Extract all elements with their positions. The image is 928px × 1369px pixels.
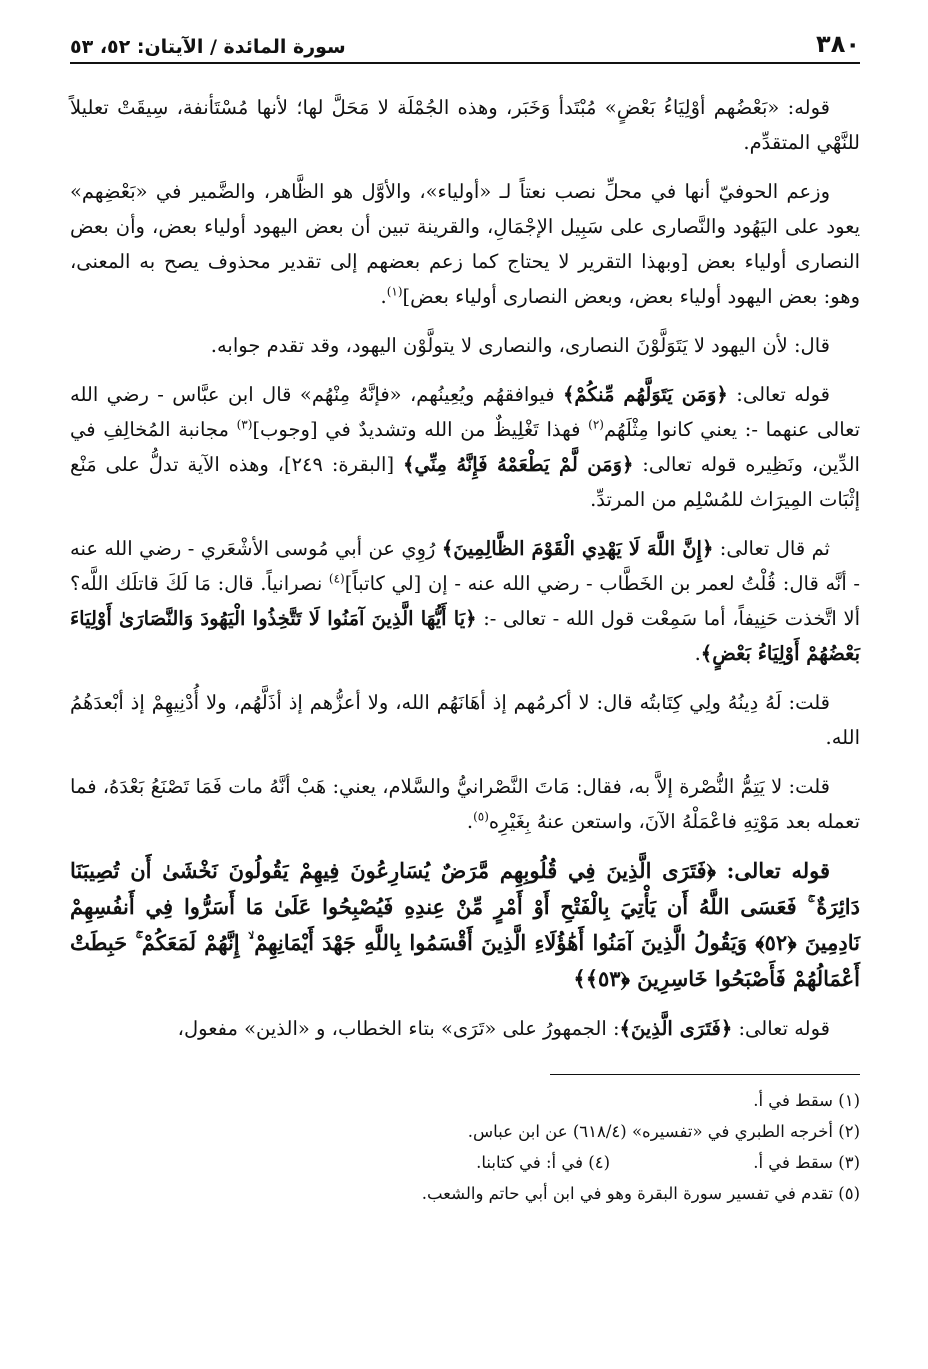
paragraph [70, 1011, 860, 1046]
paragraph [70, 685, 860, 755]
text-run: فهذا تَغْلِيظٌ من الله وتشديدٌ في [وجوب] [252, 418, 589, 441]
text-run: : الجمهورُ على «تَرَى» بتاء الخطاب، و «الذين» مفعول، [177, 1017, 620, 1040]
paragraph [70, 769, 860, 839]
text-run: فيوافقهُم ويُعِينُهم، «فإنَّهُ مِنْهُم» قال ابن عبَّاس - رضي الله تعالى عنهما -: يعني كانوا مِثْلَهُم [70, 383, 860, 441]
footnote-separator [550, 1074, 860, 1075]
text-run: رُوِي عن أبي مُوسى الأشْعَري - رضي الله عنه - أنَّه قال: قُلْتُ لعمر بن الخَطَّاب - رضي الله عنه - إن [لي كاتباً] [70, 537, 860, 595]
text-run: نصرانياً. قال: مَا لَكَ قاتلَك اللَّه؟ ألا اتَّخذت حَنِيفاً، أما سَمِعْت قول الله - تعالى -: [70, 572, 860, 630]
footnote-ref: (٢) [588, 417, 604, 432]
quran-verse-paragraph [70, 853, 860, 997]
paragraph [70, 377, 860, 517]
text-run: قوله: «بَعْضُهم أوْلِيَاءُ بَعْضٍ» مُبْتَدأ وَخَبَر، وهذه الجُمْلَة لا مَحَلَّ لها؛ لأنها مُسْتَأنفة، سِيقَتْ تعليلاً للنَّهْي المتقدِّم. [70, 96, 860, 154]
footnote-ref: (٣) [236, 417, 253, 432]
text-run: . [466, 810, 474, 833]
page-number: ٣٨٠ [816, 30, 860, 58]
paragraph [70, 531, 860, 671]
quran-quote: ﴿فَتَرَى الَّذِينَ﴾ [619, 1017, 733, 1040]
footnote-3: (٣) سقط في أ. [753, 1153, 860, 1172]
quran-quote: ﴿إِنَّ اللَّهَ لَا يَهْدِي الْقَوْمَ الظَّالِمِينَ﴾ [441, 537, 714, 560]
running-title: سورة المائدة / الآيتان: ٥٢، ٥٣ [70, 36, 346, 58]
text-run: قلت: لا يَتِمُّ النُّصْرة إلاَّ به، فقال: مَاتَ النَّصْرانيُّ والسَّلام، يعني: هَبْ أنَّهُ مات فَمَا تَصْنَعُ بَعْدَهُ، فما تعمله بعد مَوْتِهِ فاعْمَلْهُ الآنَ، واستعن عنهُ بِغَيْرِه [70, 775, 860, 833]
quran-quote: ﴿وَمَن لَّمْ يَطْعَمْهُ فَإِنَّهُ مِنِّي﴾ [402, 453, 634, 476]
text-run: [البقرة: ٢٤٩]، وهذه الآية تدلُّ على مَنْع إثْبَات المِيرَاث للمُسْلِم من المرتدِّ. [70, 453, 860, 511]
paragraph [70, 90, 860, 160]
footnotes [70, 1085, 860, 1209]
footnote-ref: (٥) [473, 809, 489, 824]
quran-quote: ﴿وَمَن يَتَوَلَّهُم مِّنكُمْ﴾ [562, 383, 728, 406]
text-run: قلت: لَهُ دِينُهُ ولِي كِتَابتُه قال: لا أكرمُهم إذ أهَانَهُم الله، ولا أعزُّهم إذ أذَلَّهُم، ولا أُدْنِيهِمْ إذ أبْعدَهُمُ الله. [70, 691, 860, 749]
footnote-2: (٢) أخرجه الطبري في «تفسيره» (٦١٨/٤) عن ابن عباس. [467, 1122, 860, 1141]
text-run: قوله تعالى: [715, 858, 830, 883]
footnote-1: (١) سقط في أ. [753, 1091, 860, 1110]
book-page [70, 30, 860, 1350]
footnote-ref: (١) [386, 284, 403, 299]
paragraph [70, 328, 860, 363]
text-run: قوله تعالى: [732, 1017, 830, 1040]
quran-quote: ﴿يَا أَيُّهَا الَّذِينَ آمَنُوا لَا تَتَّخِذُوا الْيَهُودَ وَالنَّصَارَىٰ أَوْلِيَاءَ بَعْضُهُمْ أَوْلِيَاءُ بَعْضٍ﴾ [70, 607, 860, 665]
text-run: قوله تعالى: [727, 383, 830, 406]
paragraph [70, 174, 860, 314]
footnote-4: (٤) في أ: في كتابنا. [476, 1153, 610, 1172]
footnote-ref: (٤) [328, 571, 345, 586]
quran-quote: ﴿فَتَرَى الَّذِينَ فِي قُلُوبِهِم مَّرَضٌ يُسَارِعُونَ فِيهِمْ يَقُولُونَ نَخْشَىٰ أَن تُصِيبَنَا دَائِرَةٌ ۚ فَعَسَى اللَّهُ أَن يَأْتِيَ بِالْفَتْحِ أَوْ أَمْرٍ مِّنْ عِندِهِ فَيُصْبِحُوا عَلَىٰ مَا أَسَرُّوا فِي أَنفُسِهِمْ نَادِمِينَ ﴿٥٢﴾ وَيَقُولُ الَّذِينَ آمَنُوا أَهَٰؤُلَاءِ الَّذِينَ أَقْسَمُوا بِاللَّهِ جَهْدَ أَيْمَانِهِمْ ۙ إِنَّهُمْ لَمَعَكُمْ ۚ حَبِطَتْ أَعْمَالُهُمْ فَأَصْبَحُوا خَاسِرِينَ ﴿٥٣﴾﴾ [70, 858, 860, 991]
footnote-5: (٥) تقدم في تفسير سورة البقرة وهو في ابن أبي حاتم والشعب. [421, 1184, 860, 1203]
text-run: . [380, 285, 387, 308]
text-run: . [694, 642, 701, 665]
main-text [70, 90, 860, 1046]
text-run: قال: لأن اليهود لا يَتَوَلَّوْنَ النصارى، والنصارى لا يتولَّوْن اليهود، وقد تقدم جوابه. [210, 334, 830, 357]
footnote-row [70, 1147, 860, 1178]
text-run: مجانبة المُخالِفِ في الدِّين، ونَظِيره قوله تعالى: [70, 418, 860, 476]
text-run: ثم قال تعالى: [713, 537, 830, 560]
page-header [70, 30, 860, 64]
text-run: وزعم الحوفيّ أنها في محلِّ نصب نعتاً لـ «أولياء»، والأوَّل هو الظَّاهر، والضَّمير في «بَعْضِهم» يعود على اليَهُود والنَّصارى على سَبِيل الإجْمَالِ، والقرينة تبين أن بعض اليهود أولياء بعض، وأن بعض النصارى أولياء بعض [وبهذا التقرير لا يحتاج كما زعم بعضهم إلى تقدير محذوف يصح به المعنى، وهو: بعض اليهود أولياء بعض، وبعض النصارى أولياء بعض] [70, 180, 860, 308]
